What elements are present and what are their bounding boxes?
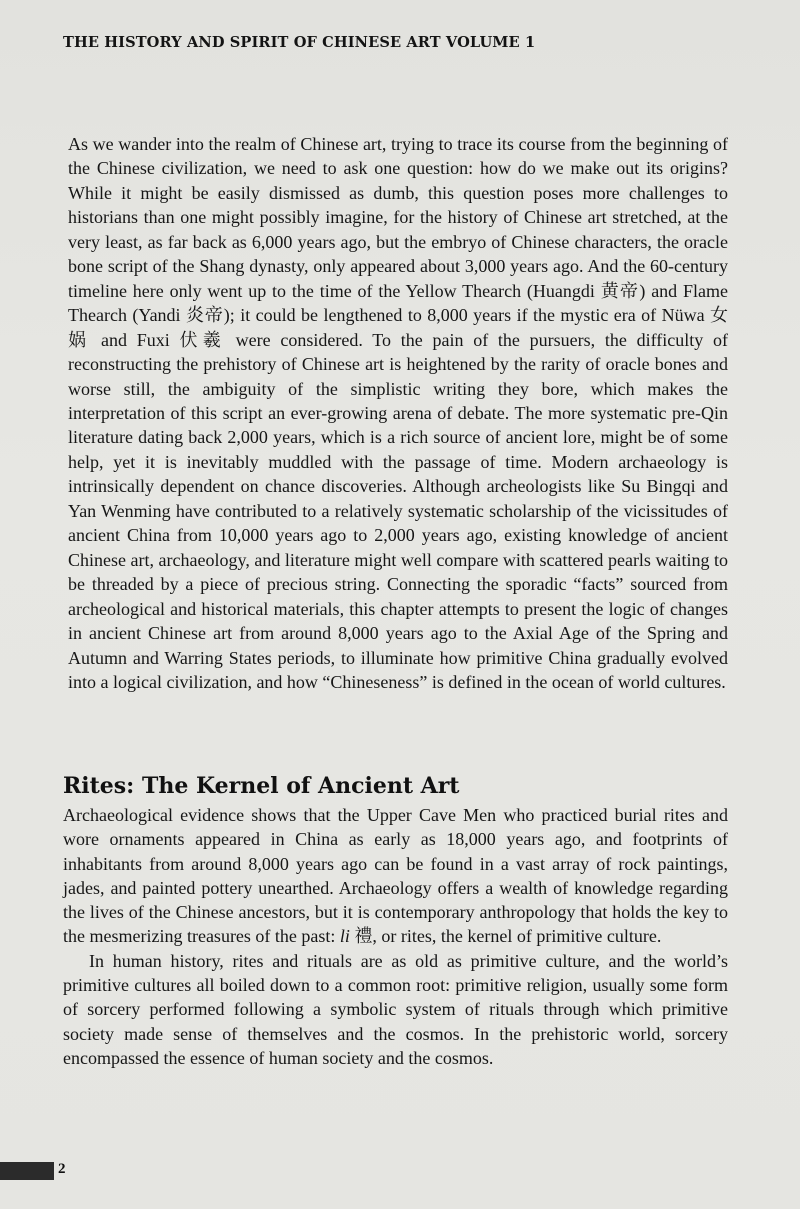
section-paragraph-1 xyxy=(63,803,728,949)
running-head: THE HISTORY AND SPIRIT OF CHINESE ART VOLUME 1 xyxy=(63,34,536,51)
intro-paragraph: As we wander into the realm of Chinese art, trying to trace its course from the beginning of the Chinese civilization, we need to ask one question: how do we make out its origins? While it might be easily dismissed as dumb, this question poses more challenges to historians than one might possibly imagine, for the history of Chinese art stretched, at the very least, as far back as 6,000 years ago, but the embryo of Chinese characters, the oracle bone script of the Shang dynasty, only appeared about 3,000 years ago. And the 60-century timeline here only went up to the time of the Yellow Thearch (Huangdi 黄帝) and Flame Thearch (Yandi 炎帝); it could be lengthened to 8,000 years if the mystic era of Nüwa 女娲 and Fuxi 伏羲 were considered. To the pain of the pursuers, the difficulty of reconstructing the prehistory of Chinese art is heightened by the rarity of oracle bones and worse still, the ambiguity of the simplistic writing they bore, which makes the interpretation of this script an ever-growing arena of debate. The more systematic pre-Qin literature dating back 2,000 years, which is a rich source of ancient lore, might be of some help, yet it is inevitably muddled with the passage of time. Modern archaeology is intrinsically dependent on chance discoveries. Although archeologists like Su Bingqi and Yan Wenming have contributed to a relatively systematic scholarship of the vicissitudes of ancient China from 10,000 years ago to 2,000 years ago, existing knowledge of ancient Chinese art, archaeology, and literature might well compare with scattered pearls waiting to be threaded by a piece of precious string. Connecting the sporadic “facts” sourced from archeological and historical materials, this chapter attempts to present the logic of changes in ancient Chinese art from around 8,000 years ago to the Axial Age of the Spring and Autumn and Warring States periods, to illuminate how primitive China gradually evolved into a logical civilization, and how “Chineseness” is defined in the ocean of world cultures. xyxy=(68,134,728,692)
paragraph-text: Archaeological evidence shows that the Upper Cave Men who practiced burial rites and wore ornaments appeared in China as early as 18,000 years ago, and footprints of inhabitants from around 8,000 years ago can be found in a vast array of rock paintings, jades, and painted pottery unearthed. Archaeology offers a wealth of knowledge regarding the lives of the Chinese ancestors, but it is contemporary anthropology that holds the key to the mesmerizing treasures of the past: xyxy=(63,805,728,947)
page-number: 2 xyxy=(58,1161,66,1177)
section-body xyxy=(63,803,728,1070)
footer-bar xyxy=(0,1162,54,1180)
section-heading: Rites: The Kernel of Ancient Art xyxy=(63,773,460,799)
paragraph-text: 禮, or rites, the kernel of primitive culture. xyxy=(349,926,662,947)
italic-term: li xyxy=(339,926,350,947)
section-paragraph-2: In human history, rites and rituals are as old as primitive culture, and the world’s primitive cultures all boiled down to a common root: primitive religion, usually some form of sorcery performed following a symbolic system of rituals through which primitive society made sense of themselves and the cosmos. In the prehistoric world, sorcery encompassed the essence of human society and the cosmos. xyxy=(63,950,728,1068)
